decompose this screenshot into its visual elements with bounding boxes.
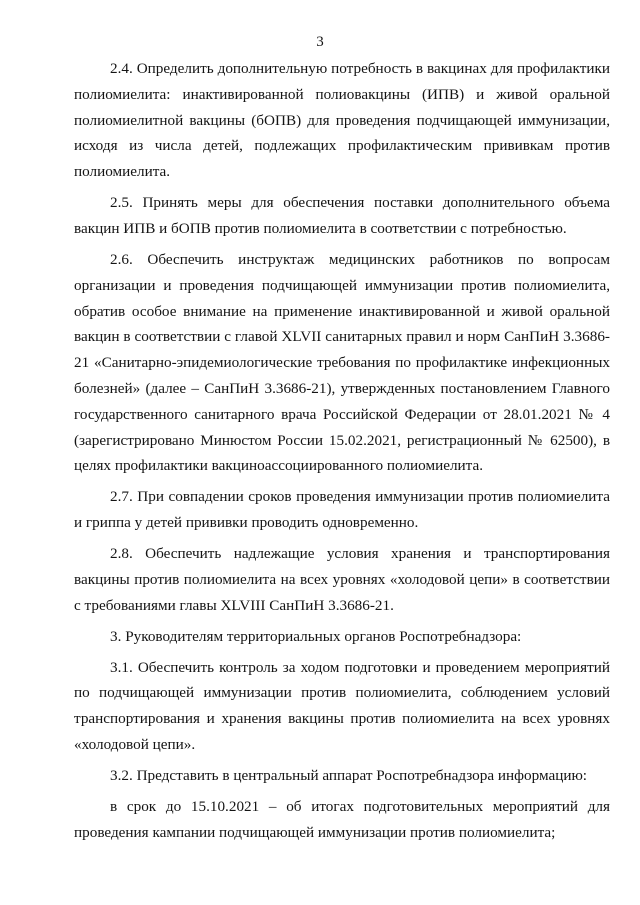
paragraph-deadline: в срок до 15.10.2021 – об итогах подготовительных мероприятий для проведения кампании подчищающей иммунизации против полиомиелита; xyxy=(74,798,610,841)
paragraph-2-7: 2.7. При совпадении сроков проведения иммунизации против полиомиелита и гриппа у детей прививки проводить одновременно. xyxy=(74,488,610,532)
paragraph-3-1: 3.1. Обеспечить контроль за ходом подготовки и проведением мероприятий по подчищающей иммунизации против полиомиелита, соблюдением условий транспортирования и хранения вакцины против полиомиелита на всех уровнях «холодовой цепи». xyxy=(74,658,610,754)
paragraph-2-5: 2.5. Принять меры для обеспечения поставки дополнительного объема вакцин ИПВ и бОПВ против полиомиелита в соответствии с потребностью. xyxy=(74,194,610,237)
paragraph-3-2: 3.2. Представить в центральный аппарат Роспотребнадзора информацию: xyxy=(110,767,588,785)
paragraph-2-8: 2.8. Обеспечить надлежащие условия хранения и транспортирования вакцины против полиомиелита на всех уровнях «холодовой цепи» в соответствии с требованиями главы XLVIII СанПиН 3.3686-21. xyxy=(74,545,610,614)
paragraph-3: 3. Руководителям территориальных органов Роспотребнадзора: xyxy=(110,627,522,645)
paragraph-2-6: 2.6. Обеспечить инструктаж медицинских работников по вопросам организации и проведения подчищающей иммунизации против полиомиелита, обратив особое внимание на применение инактивированной и живой оральной вакцин в соответствии с главой XLVII санитарных правил и норм СанПиН 3.3686-21 «Санитарно-эпидемиологические требования по профилактике инфекционных болезней» (далее – СанПиН 3.3686-21), утвержденных постановлением Главного государственного санитарного врача Российской Федерации от 28.01.2021 № 4 (зарегистрировано Минюстом России 15.02.2021, регистрационный № 62500), в целях профилактики вакциноассоциированного полиомиелита. xyxy=(74,250,610,475)
page-number: 3 xyxy=(316,34,324,50)
document-body xyxy=(74,56,610,851)
paragraph-2-4: 2.4. Определить дополнительную потребность в вакцинах для профилактики полиомиелита: инактивированной полиовакцины (ИПВ) и живой оральной полиомиелитной вакцины (бОПВ) для проведения подчищающей иммунизации, исходя из числа детей, подлежащих профилактическим прививкам против полиомиелита. xyxy=(74,60,610,181)
